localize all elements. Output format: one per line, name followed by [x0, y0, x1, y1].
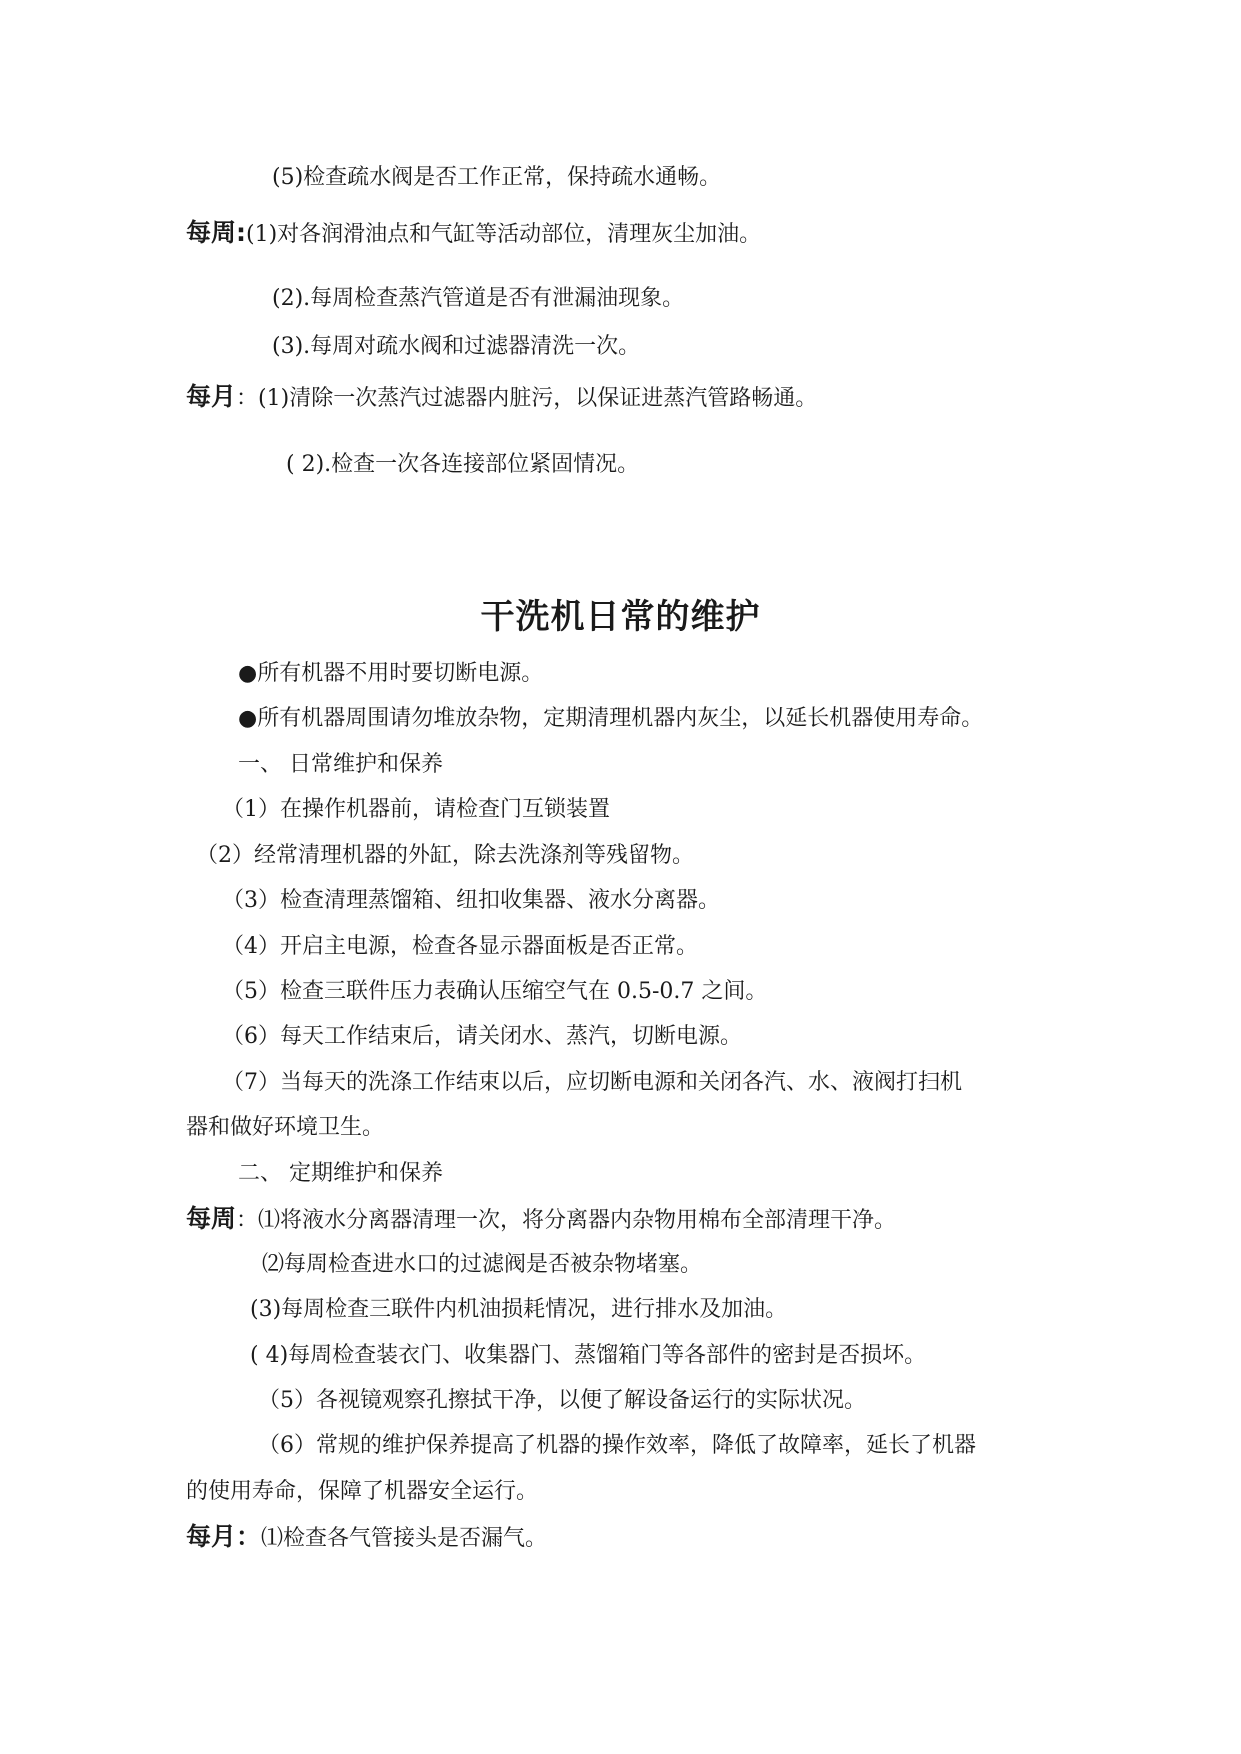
- part1-item-3: （3）检查清理蒸馏箱、纽扣收集器、液水分离器。: [222, 888, 720, 913]
- part1-heading: 一、 日常维护和保养: [238, 752, 443, 777]
- monthly-item-1: (1)清除一次蒸汽过滤器内脏污，以保证进蒸汽管路畅通。: [258, 386, 818, 411]
- weekly-item-2: (2).每周检查蒸汽管道是否有泄漏油现象。: [272, 286, 685, 311]
- weekly-label: 每周:: [186, 218, 246, 247]
- monthly-item-2: ( 2).检查一次各连接部位紧固情况。: [286, 452, 640, 477]
- item-5-drain-valve: (5)检查疏水阀是否工作正常，保持疏水通畅。: [272, 165, 722, 190]
- weekly-item-3: (3).每周对疏水阀和过滤器清洗一次。: [272, 334, 641, 359]
- part2-weekly-item-3: (3)每周检查三联件内机油损耗情况，进行排水及加油。: [250, 1297, 788, 1322]
- bullet-2: ●所有机器周围请勿堆放杂物，定期清理机器内灰尘，以延长机器使用寿命。: [238, 706, 984, 731]
- part1-item-5: （5）检查三联件压力表确认压缩空气在 0.5-0.7 之间。: [222, 979, 768, 1004]
- part2-heading: 二、 定期维护和保养: [238, 1161, 443, 1186]
- part2-item-6-line2: 的使用寿命，保障了机器安全运行。: [186, 1479, 539, 1504]
- part1-item-4: （4）开启主电源，检查各显示器面板是否正常。: [222, 934, 698, 959]
- part2-weekly-colon: ：: [236, 1208, 259, 1233]
- part2-weekly-item-5: （5）各视镜观察孔擦拭干净，以便了解设备运行的实际状况。: [258, 1388, 866, 1413]
- part2-weekly-row-1: [186, 1204, 896, 1236]
- part2-weekly-item-2: ⑵每周检查进水口的过滤阀是否被杂物堵塞。: [262, 1252, 703, 1277]
- part2-weekly-label: 每周: [186, 1204, 237, 1233]
- monthly-label: 每月: [186, 382, 237, 411]
- part2-weekly-item-1: ⑴将液水分离器清理一次，将分离器内杂物用棉布全部清理干净。: [258, 1208, 897, 1233]
- bullet-1: ●所有机器不用时要切断电源。: [238, 661, 544, 686]
- part1-item-6: （6）每天工作结束后，请关闭水、蒸汽，切断电源。: [222, 1024, 742, 1049]
- weekly-row-1: [186, 218, 761, 250]
- part2-item-6-line1: （6）常规的维护保养提高了机器的操作效率，降低了故障率，延长了机器: [258, 1433, 976, 1458]
- monthly-row-1: [186, 382, 817, 414]
- part1-item-1: （1）在操作机器前，请检查门互锁装置: [222, 797, 610, 822]
- weekly-item-1: (1)对各润滑油点和气缸等活动部位，清理灰尘加油。: [246, 222, 762, 247]
- page-title: 干洗机日常的维护: [480, 597, 761, 637]
- part2-weekly-item-4: ( 4)每周检查装衣门、收集器门、蒸馏箱门等各部件的密封是否损坏。: [250, 1343, 927, 1368]
- part1-item-7-line1: （7）当每天的洗涤工作结束以后，应切断电源和关闭各汽、水、液阀打扫机: [222, 1070, 962, 1095]
- monthly-colon: ：: [236, 386, 259, 411]
- part1-item-2: （2）经常清理机器的外缸，除去洗涤剂等残留物。: [196, 843, 694, 868]
- part2-monthly-row: [186, 1522, 547, 1554]
- part1-item-7-line2: 器和做好环境卫生。: [186, 1115, 385, 1140]
- part2-monthly-item-1: ⑴检查各气管接头是否漏气。: [261, 1526, 548, 1551]
- part2-monthly-label: 每月：: [186, 1522, 262, 1551]
